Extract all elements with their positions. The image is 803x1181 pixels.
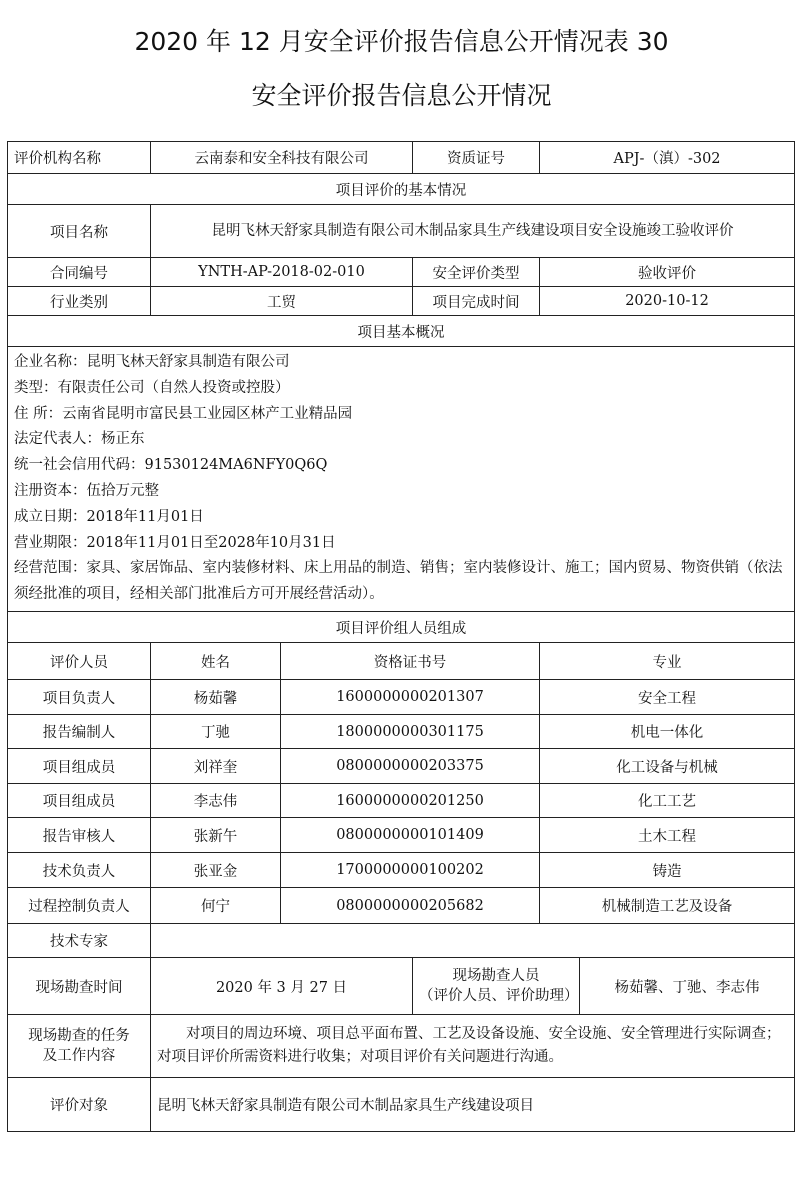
member-major: 机电一体化 — [540, 715, 795, 749]
member-major: 化工设备与机械 — [540, 749, 795, 784]
contract-value: YNTH-AP-2018-02-010 — [151, 258, 413, 287]
survey-task-label — [8, 1015, 151, 1078]
contract-label: 合同编号 — [8, 258, 151, 287]
member-role: 项目组成员 — [8, 749, 151, 784]
cert-value: APJ-（滇）-302 — [540, 142, 795, 174]
industry-label: 行业类别 — [8, 287, 151, 316]
overview-section-row — [8, 316, 795, 347]
survey-staff-value: 杨茹馨、丁驰、李志伟 — [580, 958, 795, 1015]
basic-section-title: 项目评价的基本情况 — [8, 174, 795, 205]
survey-task-label-line1: 现场勘查的任务 — [28, 1028, 130, 1044]
finish-value: 2020-10-12 — [540, 287, 795, 316]
page-title: 2020 年 12 月安全评价报告信息公开情况表 30 — [134, 27, 669, 56]
table-row — [8, 715, 795, 749]
member-role: 项目负责人 — [8, 680, 151, 715]
legal-rep-line: 法定代表人：杨正东 — [14, 431, 145, 448]
member-name: 张新午 — [151, 818, 281, 853]
survey-task-label-line2: 及工作内容 — [42, 1048, 116, 1064]
member-cert: 1600000000201250 — [281, 784, 540, 818]
industry-value: 工贸 — [151, 287, 413, 316]
team-header-major: 专业 — [540, 643, 795, 680]
target-value: 昆明飞林天舒家具制造有限公司木制品家具生产线建设项目 — [151, 1078, 795, 1132]
survey-staff-label-line2: （评价人员、评价助理） — [419, 988, 579, 1004]
org-value: 云南泰和安全科技有限公司 — [151, 142, 413, 174]
member-name: 丁驰 — [151, 715, 281, 749]
team-section-title: 项目评价组人员组成 — [8, 612, 795, 643]
member-major: 土木工程 — [540, 818, 795, 853]
member-cert: 0800000000101409 — [281, 818, 540, 853]
project-name-label: 项目名称 — [8, 205, 151, 258]
finish-label: 项目完成时间 — [413, 287, 540, 316]
basic-section-row — [8, 174, 795, 205]
survey-task-value: 对项目的周边环境、项目总平面布置、工艺及设备设施、安全设施、安全管理进行实际调查；对项目评价所需资料进行收集；对项目评价有关问题进行沟通。 — [151, 1015, 795, 1078]
capital-line: 注册资本：伍拾万元整 — [14, 483, 159, 499]
overview-cell — [8, 347, 795, 612]
table-row — [8, 818, 795, 853]
member-major: 机械制造工艺及设备 — [540, 888, 795, 924]
survey-time-label: 现场勘查时间 — [8, 958, 151, 1015]
member-role: 过程控制负责人 — [8, 888, 151, 924]
company-address-line: 住 所：云南省昆明市富民县工业园区林产工业精品园 — [14, 405, 353, 422]
survey-task-row — [8, 1015, 795, 1078]
member-role: 报告编制人 — [8, 715, 151, 749]
survey-time-row — [8, 958, 795, 1015]
table-row — [8, 888, 795, 924]
survey-staff-label-line1: 现场勘查人员 — [452, 968, 540, 984]
team-header-row — [8, 643, 795, 680]
team-header-cert: 资格证书号 — [281, 643, 540, 680]
member-cert: 1800000000301175 — [281, 715, 540, 749]
contract-row — [8, 258, 795, 287]
project-name-row — [8, 205, 795, 258]
member-name: 杨茹馨 — [151, 680, 281, 715]
eval-type-value: 验收评价 — [540, 258, 795, 287]
member-role: 项目组成员 — [8, 784, 151, 818]
project-name-value: 昆明飞林天舒家具制造有限公司木制品家具生产线建设项目安全设施竣工验收评价 — [151, 205, 795, 258]
member-name: 刘祥奎 — [151, 749, 281, 784]
org-label: 评价机构名称 — [8, 142, 151, 174]
member-name: 李志伟 — [151, 784, 281, 818]
member-major: 铸造 — [540, 853, 795, 888]
overview-section-title: 项目基本概况 — [8, 316, 795, 347]
disclosure-table — [7, 141, 795, 1132]
member-cert: 0800000000203375 — [281, 749, 540, 784]
team-header-role: 评价人员 — [8, 643, 151, 680]
member-major: 安全工程 — [540, 680, 795, 715]
member-name: 张亚金 — [151, 853, 281, 888]
team-section-row — [8, 612, 795, 643]
target-label: 评价对象 — [8, 1078, 151, 1132]
member-role: 技术负责人 — [8, 853, 151, 888]
org-row — [8, 142, 795, 174]
member-cert: 1700000000100202 — [281, 853, 540, 888]
target-row — [8, 1078, 795, 1132]
table-row — [8, 853, 795, 888]
team-header-name: 姓名 — [151, 643, 281, 680]
business-scope-line: 经营范围：家具、家居饰品、室内装修材料、床上用品的制造、销售；室内装修设计、施工；国内贸易、物资供销（依法须经批准的项目，经相关部门批准后方可开展经营活动）。 — [14, 560, 783, 603]
expert-value — [151, 924, 795, 958]
company-name-line: 企业名称：昆明飞林天舒家具制造有限公司 — [14, 354, 290, 371]
member-major: 化工工艺 — [540, 784, 795, 818]
company-type-line: 类型：有限责任公司（自然人投资或控股） — [14, 379, 290, 396]
industry-row — [8, 287, 795, 316]
eval-type-label: 安全评价类型 — [413, 258, 540, 287]
survey-staff-label — [413, 958, 580, 1015]
overview-row — [8, 347, 795, 612]
table-row — [8, 784, 795, 818]
survey-time-value: 2020 年 3 月 27 日 — [151, 958, 413, 1015]
founded-line: 成立日期：2018年11月01日 — [14, 508, 204, 525]
member-cert: 1600000000201307 — [281, 680, 540, 715]
page-subtitle: 安全评价报告信息公开情况 — [251, 81, 552, 110]
cert-label: 资质证号 — [413, 142, 540, 174]
credit-code-line: 统一社会信用代码：91530124MA6NFY0Q6Q — [14, 457, 328, 474]
member-role: 报告审核人 — [8, 818, 151, 853]
term-line: 营业期限：2018年11月01日至2028年10月31日 — [14, 534, 336, 551]
member-name: 何宁 — [151, 888, 281, 924]
table-row — [8, 749, 795, 784]
expert-label: 技术专家 — [8, 924, 151, 958]
expert-row — [8, 924, 795, 958]
table-row — [8, 680, 795, 715]
member-cert: 0800000000205682 — [281, 888, 540, 924]
